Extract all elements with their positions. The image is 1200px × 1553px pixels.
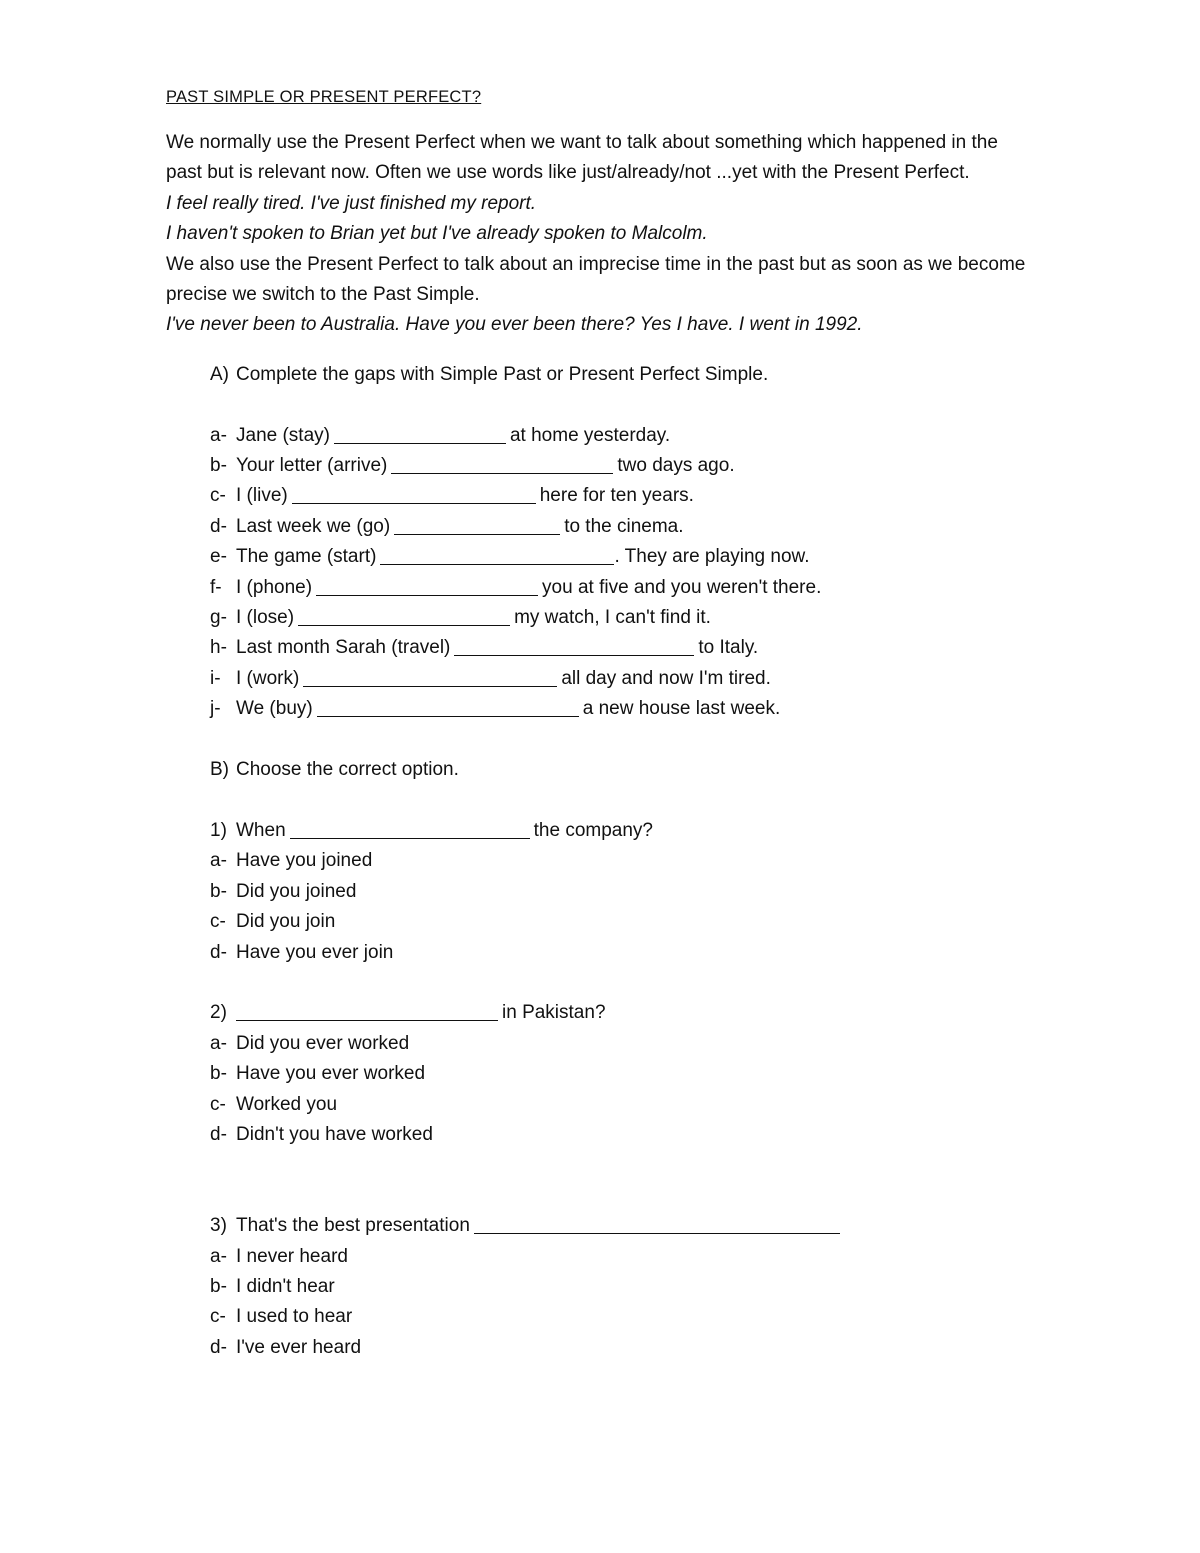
option-marker: d- — [210, 1123, 227, 1145]
option-text: I used to hear — [236, 1306, 353, 1328]
question-1 — [210, 816, 1046, 968]
question-prompt: When — [236, 819, 286, 841]
exercise-b-heading — [210, 755, 1046, 785]
exercise-b-instruction: Choose the correct option. — [236, 759, 459, 781]
answer-blank[interactable] — [236, 998, 498, 1021]
option-marker: c- — [210, 911, 226, 933]
option-marker: c- — [210, 1306, 226, 1328]
item-prompt: I (live) — [236, 485, 288, 507]
answer-blank[interactable] — [292, 481, 536, 504]
gap-item-j — [210, 694, 1046, 724]
item-prompt: I (lose) — [236, 607, 295, 629]
item-marker: j- — [210, 698, 221, 720]
exercise-a-heading — [210, 360, 1046, 390]
option-marker: d- — [210, 941, 227, 963]
item-continuation: you at five and you weren't there. — [542, 576, 822, 598]
answer-blank[interactable] — [290, 816, 530, 839]
item-marker: a- — [210, 424, 227, 446]
exercise-b-marker: B) — [210, 759, 229, 781]
gap-item-c — [210, 481, 1046, 511]
item-prompt: Jane (stay) — [236, 424, 330, 446]
answer-blank[interactable] — [474, 1211, 840, 1234]
option-c[interactable] — [210, 1302, 1046, 1332]
item-marker: c- — [210, 485, 226, 507]
option-text: I've ever heard — [236, 1336, 362, 1358]
option-text: Did you ever worked — [236, 1032, 410, 1054]
question-marker: 3) — [210, 1215, 227, 1237]
option-marker: b- — [210, 880, 227, 902]
option-marker: d- — [210, 1336, 227, 1358]
item-marker: i- — [210, 667, 221, 689]
grammar-explanation — [166, 128, 1046, 341]
item-prompt: We (buy) — [236, 698, 313, 720]
question-stem — [210, 1211, 1046, 1241]
answer-blank[interactable] — [298, 603, 510, 626]
gap-item-g — [210, 603, 1046, 633]
question-marker: 1) — [210, 819, 227, 841]
item-continuation: my watch, I can't find it. — [514, 607, 711, 629]
item-prompt: Your letter (arrive) — [236, 455, 388, 477]
gap-item-f — [210, 573, 1046, 603]
item-prompt: The game (start) — [236, 546, 377, 568]
item-marker: h- — [210, 637, 227, 659]
option-d[interactable] — [210, 938, 1046, 968]
exercise-a-marker: A) — [210, 363, 229, 385]
item-continuation: to the cinema. — [564, 515, 684, 537]
question-continuation: in Pakistan? — [502, 1002, 606, 1024]
option-c[interactable] — [210, 1090, 1046, 1120]
gap-item-a — [210, 421, 1046, 451]
item-prompt: I (phone) — [236, 576, 313, 598]
answer-blank[interactable] — [317, 694, 579, 717]
option-text: Did you join — [236, 911, 336, 933]
question-2 — [210, 998, 1046, 1150]
item-marker: b- — [210, 455, 227, 477]
item-continuation: a new house last week. — [582, 698, 781, 720]
option-b[interactable] — [210, 1059, 1046, 1089]
option-marker: a- — [210, 850, 227, 872]
question-3 — [210, 1211, 1046, 1363]
item-marker: d- — [210, 515, 227, 537]
worksheet-title: PAST SIMPLE OR PRESENT PERFECT? — [166, 88, 482, 106]
item-prompt: Last month Sarah (travel) — [236, 637, 451, 659]
option-a[interactable] — [210, 1242, 1046, 1272]
option-b[interactable] — [210, 877, 1046, 907]
answer-blank[interactable] — [391, 451, 613, 474]
worksheet-page — [166, 85, 1046, 1363]
option-a[interactable] — [210, 846, 1046, 876]
example-sentence-2: I haven't spoken to Brian yet but I've already spoken to Malcolm. — [166, 223, 708, 245]
gap-item-i — [210, 664, 1046, 694]
option-a[interactable] — [210, 1029, 1046, 1059]
intro-paragraph-1: We normally use the Present Perfect when we want to talk about something which happened in the past but is relevant now. Often we use words like just/already/not ...yet with the Present Perfect. — [166, 132, 998, 184]
option-marker: a- — [210, 1245, 227, 1267]
option-marker: b- — [210, 1063, 227, 1085]
item-prompt: I (work) — [236, 667, 300, 689]
option-marker: c- — [210, 1093, 226, 1115]
option-b[interactable] — [210, 1272, 1046, 1302]
item-continuation: here for ten years. — [539, 485, 694, 507]
question-stem — [210, 816, 1046, 846]
answer-blank[interactable] — [334, 421, 506, 444]
example-sentence-3: I've never been to Australia. Have you ever been there? Yes I have. I went in 1992. — [166, 314, 863, 336]
option-text: Worked you — [236, 1093, 338, 1115]
intro-paragraph-2: We also use the Present Perfect to talk about an imprecise time in the past but as soon as we become precise we switch to the Past Simple. — [166, 253, 1026, 306]
option-marker: a- — [210, 1032, 227, 1054]
answer-blank[interactable] — [454, 633, 694, 656]
item-continuation: all day and now I'm tired. — [561, 667, 771, 689]
item-prompt: Last week we (go) — [236, 515, 391, 537]
item-continuation: . They are playing now. — [614, 546, 810, 568]
exercise-a-instruction: Complete the gaps with Simple Past or Present Perfect Simple. — [236, 363, 769, 385]
gap-item-b — [210, 451, 1046, 481]
option-text: Didn't you have worked — [236, 1123, 433, 1145]
option-text: Have you ever join — [236, 941, 394, 963]
option-marker: b- — [210, 1275, 227, 1297]
option-d[interactable] — [210, 1333, 1046, 1363]
gap-item-d — [210, 512, 1046, 542]
option-d[interactable] — [210, 1120, 1046, 1150]
option-text: Did you joined — [236, 880, 357, 902]
question-prompt: That's the best presentation — [236, 1215, 470, 1237]
item-continuation: two days ago. — [617, 455, 735, 477]
item-continuation: to Italy. — [698, 637, 759, 659]
item-marker: e- — [210, 546, 227, 568]
option-text: I never heard — [236, 1245, 348, 1267]
answer-blank[interactable] — [303, 664, 557, 687]
option-c[interactable] — [210, 907, 1046, 937]
exercise-a — [210, 360, 1046, 1363]
answer-blank[interactable] — [394, 512, 560, 535]
item-marker: f- — [210, 576, 222, 598]
item-continuation: at home yesterday. — [509, 424, 671, 446]
item-marker: g- — [210, 607, 227, 629]
option-text: Have you joined — [236, 850, 373, 872]
exercise-a-items — [210, 421, 1046, 725]
gap-item-h — [210, 633, 1046, 663]
answer-blank[interactable] — [380, 542, 614, 565]
option-text: I didn't hear — [236, 1275, 335, 1297]
question-stem — [210, 998, 1046, 1028]
question-continuation: the company? — [533, 819, 653, 841]
answer-blank[interactable] — [316, 573, 538, 596]
gap-item-e — [210, 542, 1046, 572]
option-text: Have you ever worked — [236, 1063, 426, 1085]
question-marker: 2) — [210, 1002, 227, 1024]
example-sentence-1: I feel really tired. I've just finished my report. — [166, 192, 537, 214]
